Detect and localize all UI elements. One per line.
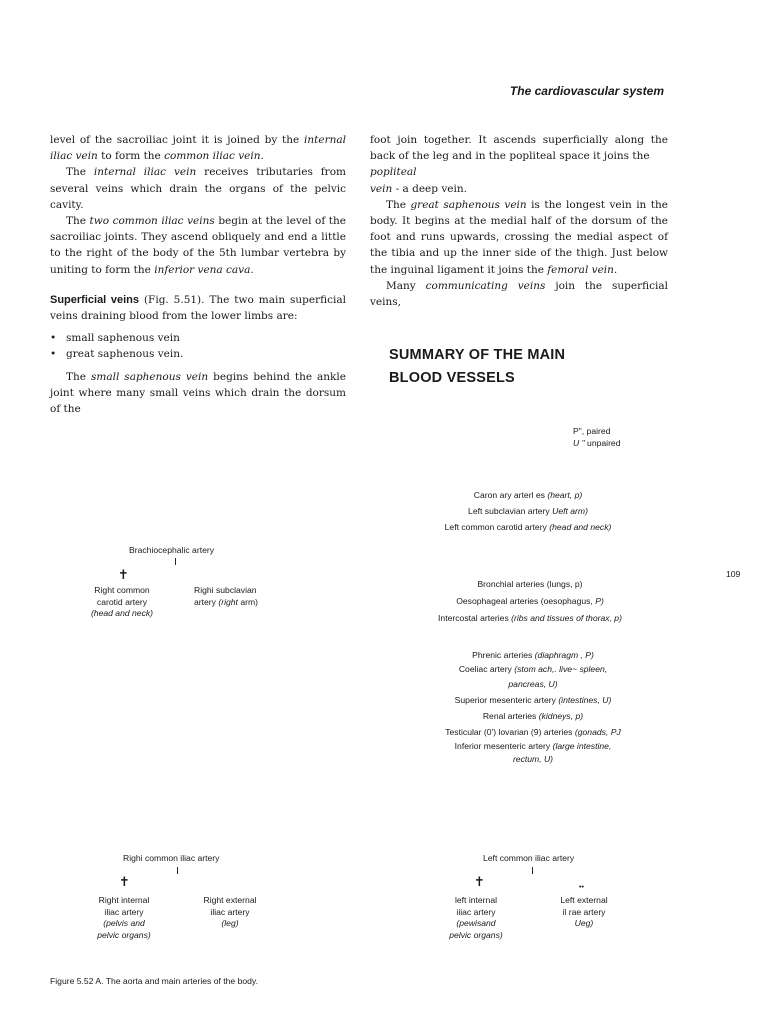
text-run: receives tributaries from several veins which drain the organs of the pelvic cavity.	[50, 166, 346, 211]
running-title: The cardiovascular system	[509, 84, 664, 98]
cross-mark: ✝	[119, 875, 130, 890]
brachiocephalic-label: Brachiocephalic artery	[129, 545, 215, 555]
connector-bar: I	[531, 866, 534, 877]
text-run: The	[66, 370, 86, 383]
right-common-iliac-label: Righi common iliac artery	[123, 853, 220, 863]
key-paired: P", paired	[573, 426, 611, 436]
key-symbol: U "	[573, 437, 585, 448]
text-run: The	[386, 198, 406, 211]
key-label: unpaired	[587, 437, 621, 448]
right-external-iliac-label: Right external iliac artery (leg)	[203, 895, 257, 928]
italic-term: femoral vein.	[547, 263, 618, 276]
right-internal-iliac-label: Right internal iliac artery (pelvis and pelvic organs)	[97, 895, 151, 940]
left-external-iliac-label: Left external il rae artery Ueg)	[560, 895, 608, 928]
list-item-text: small saphenous vein	[66, 332, 180, 345]
italic-term: common iliac vein.	[164, 150, 264, 163]
text-run: - a deep vein.	[395, 182, 467, 195]
text-run: to form the	[101, 150, 161, 163]
paragraph	[50, 292, 346, 324]
right-column	[370, 132, 668, 310]
list-item: • great saphenous vein.	[50, 348, 184, 361]
key-unpaired	[573, 438, 621, 450]
figure-key	[573, 426, 621, 449]
italic-term: internal iliac vein	[93, 166, 197, 179]
branch-label: Intercostal arteries (ribs and tissues of thorax, p)	[438, 613, 622, 623]
text-run: join the superficial veins,	[370, 279, 669, 309]
paragraph	[50, 164, 346, 213]
list-item: • small saphenous vein	[50, 332, 180, 345]
branch-label: Left subclavian artery Ueft arm)	[468, 506, 588, 516]
paragraph	[370, 132, 668, 197]
italic-term: popliteal	[370, 166, 417, 179]
aortic-branches-upper	[410, 487, 646, 535]
branch-label: Caron ary arterl es (heart, p)	[473, 490, 583, 500]
connector-bar: I	[174, 557, 177, 568]
cross-mark: ✝	[118, 568, 129, 583]
branch-label: Testicular (0') lovarian (9) arteries (gonads, PJ	[445, 727, 621, 737]
text-run: begin at the level of the sacroiliac joints. They ascend obliquely and end a little to the right of the body of the 5th lumbar vertebra by uniting to form the	[50, 215, 346, 276]
text-run: begins behind the ankle joint where many small veins which drain the dorsum of the	[50, 370, 346, 416]
aortic-branches-thoracic	[400, 576, 660, 627]
aortic-branches-abdominal	[410, 647, 656, 766]
right-common-carotid-label: Right common carotid artery (head and neck)	[90, 585, 154, 618]
section-heading: Superficial veins	[50, 293, 140, 306]
left-internal-iliac-label: left internal iiiac artery (pewisand pelvic organs)	[449, 895, 503, 940]
italic-term: internal iliac vein	[50, 134, 347, 163]
page-number: 109	[726, 569, 741, 579]
branch-label: Bronchial arteries (lungs, p)	[477, 579, 583, 589]
branch-label: Superior mesenteric artery (intestines, U)	[454, 695, 612, 705]
text-run: The	[66, 215, 86, 228]
branch-label: Inferior mesenteric artery (large intestine,	[454, 741, 612, 751]
text-run: level of the sacroiliac joint it is joined by the	[50, 134, 300, 146]
bullet-list	[50, 330, 346, 362]
list-item-text: great saphenous vein.	[66, 348, 184, 361]
dots-mark: ••	[579, 884, 584, 891]
paragraph	[370, 197, 668, 278]
summary-heading-line: BLOOD VESSELS	[389, 370, 515, 386]
italic-term: great saphenous vein	[410, 198, 527, 211]
running-header	[480, 82, 664, 100]
paragraph	[370, 278, 668, 310]
cross-mark: ✝	[474, 875, 485, 890]
figure-caption: Figure 5.52 A. The aorta and main arteries of the body.	[50, 976, 258, 986]
text-run: is the longest vein in the body. It begins at the medial half of the dorsum of the foot and runs upwards, crossing the medial aspect of the tibia and up the inner side of the thigh. Just below the inguinal ligament it joins the	[370, 198, 668, 276]
summary-heading-line: SUMMARY OF THE MAIN	[389, 347, 566, 363]
italic-term: small saphenous vein	[90, 370, 209, 383]
text-run: foot join together. It ascends superficially along the back of the leg and in the popliteal space it joins the	[370, 134, 668, 163]
branch-label: Phrenic arteries (diaphragm , P)	[472, 650, 594, 660]
italic-term: communicating veins	[425, 279, 546, 292]
connector-bar: I	[176, 866, 179, 877]
paragraph	[50, 132, 346, 164]
left-column	[50, 132, 346, 417]
text-run: The	[66, 166, 86, 179]
branch-label: Coeliac artery (stom ach,. live~ spleen,	[458, 664, 608, 674]
branch-label: Left common carotid artery (head and neck)	[444, 522, 612, 532]
branch-label: Oesophageal arteries (oesophagus, P)	[456, 596, 604, 606]
branch-label: Renal arteries (kidneys, p)	[482, 711, 584, 721]
right-subclavian-label: Righi subclavian artery (right arm)	[194, 585, 259, 607]
text-run: Many	[386, 279, 416, 292]
paragraph	[50, 213, 346, 278]
italic-term: two common iliac veins	[89, 215, 215, 228]
italic-term: vein	[370, 182, 393, 195]
branch-label: pancreas, U)	[508, 679, 558, 689]
left-common-iliac-label: Left common iliac artery	[483, 853, 575, 863]
branch-label: rectum, U)	[512, 754, 554, 764]
italic-term: inferior vena cava.	[154, 263, 254, 276]
summary-heading	[389, 344, 565, 390]
text-run: (Fig. 5.51). The two main superficial veins draining blood from the lower limbs are:	[50, 293, 346, 323]
paragraph	[50, 369, 346, 418]
